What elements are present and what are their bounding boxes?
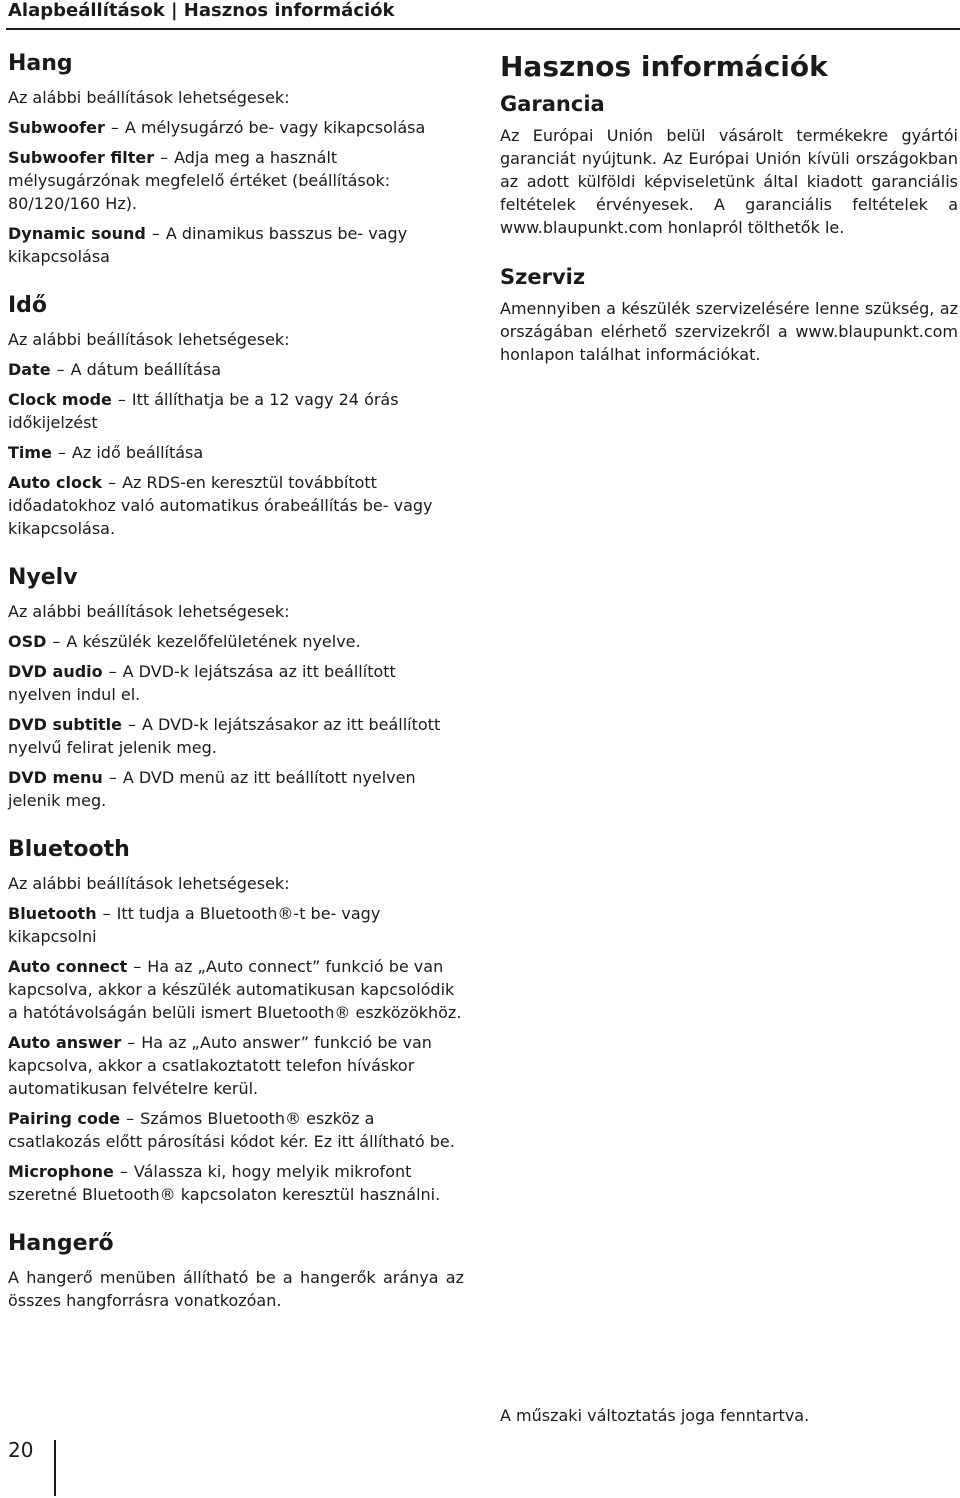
entry-term: Bluetooth: [8, 904, 97, 923]
right-column-title: Hasznos információk: [500, 50, 828, 83]
dash: –: [102, 904, 111, 923]
section-text-hangero: A hangerő menüben állítható be a hangerők aránya az összes hangforrásra vonatkozóan.: [8, 1268, 464, 1310]
entry-term: Auto connect: [8, 957, 128, 976]
entry-desc: Az idő beállítása: [71, 443, 204, 462]
entry-desc: Az RDS-en keresztül továbbított időadatokhoz való automatikus órabeállítás be- vagy kikapcsolása.: [8, 473, 433, 538]
section-text-szerviz: Amennyiben a készülék szervizelésére lenne szükség, az országában elérhető szervizekről a www.blaupunkt.com honlapon találhat információkat.: [500, 299, 958, 364]
dash: –: [52, 632, 61, 651]
entry-desc: A dátum beállítása: [70, 360, 222, 379]
section-text-garancia: Az Európai Unión belül vásárolt termékekre gyártói garanciát nyújtunk. Az Európai Unión kívüli országokban az adott külföldi képviseletünk által kiadott garanciális feltételek érvényesek. A garanciális feltételek a www.blaupunkt.com honlapról tölthetők le.: [500, 126, 958, 237]
entry-clock-mode: [8, 388, 464, 434]
entry-term: DVD menu: [8, 768, 103, 787]
section-title-nyelv: Nyelv: [8, 565, 78, 590]
entry-term: Date: [8, 360, 51, 379]
entry-desc: A DVD-k lejátszásakor az itt beállított nyelvű felirat jelenik meg.: [8, 715, 441, 757]
section-title-szerviz: Szerviz: [500, 265, 586, 289]
entry-desc: Válassza ki, hogy melyik mikrofont szeretné Bluetooth® kapcsolaton keresztül használni.: [8, 1162, 441, 1204]
page-number: 20: [8, 1438, 34, 1462]
entry-desc: Itt tudja a Bluetooth®-t be- vagy kikapcsolni: [8, 904, 381, 946]
entry-auto-answer: [8, 1031, 464, 1100]
entry-desc: A DVD menü az itt beállított nyelven jelenik meg.: [8, 768, 416, 810]
entry-desc: Ha az „Auto connect” funkció be van kapcsolva, akkor a készülék automatikusan kapcsolódik a hatótávolságán belüli ismert Bluetooth® eszközökhöz.: [8, 957, 462, 1022]
section-intro-ido: Az alábbi beállítások lehetségesek:: [8, 330, 290, 349]
entry-osd: [8, 630, 464, 653]
dash: –: [56, 360, 65, 379]
section-title-hangero: Hangerő: [8, 1231, 114, 1256]
section-intro-nyelv: Az alábbi beállítások lehetségesek:: [8, 602, 290, 621]
entry-dvd-subtitle: [8, 713, 464, 759]
dash: –: [108, 662, 117, 681]
entry-desc: Számos Bluetooth® eszköz a csatlakozás előtt párosítási kódot kér. Ez itt állítható be.: [8, 1109, 455, 1151]
footer-note: A műszaki változtatás joga fenntartva.: [500, 1406, 810, 1425]
dash: –: [119, 1162, 128, 1181]
section-ido: [8, 292, 464, 540]
entry-term: Clock mode: [8, 390, 112, 409]
entry-term: OSD: [8, 632, 47, 651]
dash: –: [160, 148, 169, 167]
section-nyelv: [8, 564, 464, 812]
entry-auto-clock: [8, 471, 464, 540]
dash: –: [117, 390, 126, 409]
dash: –: [151, 224, 160, 243]
page-header-title: Alapbeállítások | Hasznos információk: [8, 0, 395, 21]
dash: –: [57, 443, 66, 462]
entry-term: Subwoofer filter: [8, 148, 155, 167]
entry-pairing-code: [8, 1107, 464, 1153]
header-rule: [6, 28, 960, 30]
entry-microphone: [8, 1160, 464, 1206]
entry-term: Auto clock: [8, 473, 103, 492]
entry-dvd-menu: [8, 766, 464, 812]
section-title-bluetooth: Bluetooth: [8, 837, 130, 862]
entry-desc: Adja meg a használt mélysugárzónak megfelelő értéket (beállítások: 80/120/160 Hz).: [8, 148, 391, 213]
entry-term: Auto answer: [8, 1033, 122, 1052]
right-column: [500, 50, 958, 390]
entry-desc: A dinamikus basszus be- vagy kikapcsolása: [8, 224, 408, 266]
section-garancia: [500, 90, 958, 239]
section-bluetooth: [8, 836, 464, 1206]
section-title-garancia: Garancia: [500, 92, 605, 116]
entry-desc: Itt állíthatja be a 12 vagy 24 órás időkijelzést: [8, 390, 399, 432]
entry-subwoofer-filter: [8, 146, 464, 215]
page-number-rule: [54, 1440, 56, 1496]
entry-term: DVD audio: [8, 662, 103, 681]
dash: –: [110, 118, 119, 137]
section-szerviz: [500, 263, 958, 366]
entry-desc: A DVD-k lejátszása az itt beállított nyelven indul el.: [8, 662, 396, 704]
entry-desc: A készülék kezelőfelületének nyelve.: [66, 632, 361, 651]
entry-time: [8, 441, 464, 464]
dash: –: [133, 957, 142, 976]
entry-dvd-audio: [8, 660, 464, 706]
section-title-ido: Idő: [8, 293, 48, 318]
entry-date: [8, 358, 464, 381]
section-hangero: [8, 1230, 464, 1312]
entry-subwoofer: [8, 116, 464, 139]
entry-auto-connect: [8, 955, 464, 1024]
section-intro-hang: Az alábbi beállítások lehetségesek:: [8, 88, 290, 107]
entry-dynamic-sound: [8, 222, 464, 268]
entry-bluetooth: [8, 902, 464, 948]
dash: –: [127, 1033, 136, 1052]
entry-term: Pairing code: [8, 1109, 121, 1128]
entry-desc: A mélysugárzó be- vagy kikapcsolása: [124, 118, 426, 137]
entry-term: Microphone: [8, 1162, 114, 1181]
dash: –: [108, 768, 117, 787]
left-column: [8, 50, 464, 1336]
section-title-hang: Hang: [8, 51, 73, 76]
entry-term: Subwoofer: [8, 118, 105, 137]
dash: –: [128, 715, 136, 734]
entry-desc: Ha az „Auto answer” funkció be van kapcsolva, akkor a csatlakoztatott telefon híváskor automatikusan felvételre kerül.: [8, 1033, 432, 1098]
section-intro-bluetooth: Az alábbi beállítások lehetségesek:: [8, 874, 290, 893]
dash: –: [126, 1109, 135, 1128]
entry-term: DVD subtitle: [8, 715, 122, 734]
dash: –: [108, 473, 117, 492]
entry-term: Time: [8, 443, 52, 462]
entry-term: Dynamic sound: [8, 224, 146, 243]
section-hang: [8, 50, 464, 268]
